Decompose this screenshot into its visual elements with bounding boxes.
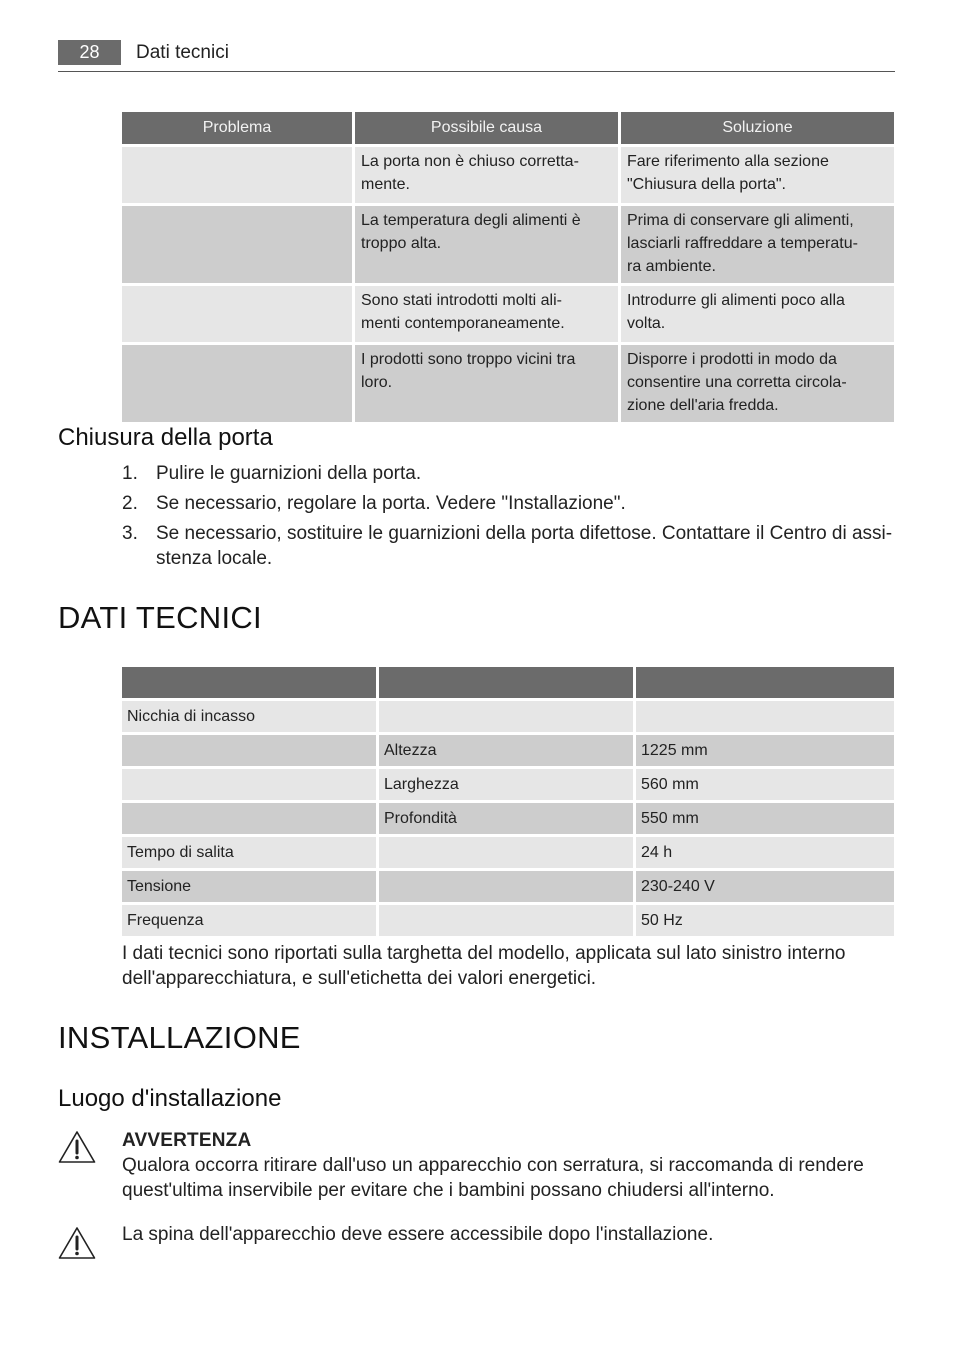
table-cell: Tensione	[122, 871, 376, 902]
step-text: Se necessario, regolare la porta. Vedere "Installazione".	[156, 493, 626, 514]
warning-text: Qualora occorra ritirare dall'uso un apparecchio con serratura, si raccomanda di rendere quest'ultima inservibile per evitare che i bambini possano chiudersi all'interno.	[122, 1155, 864, 1201]
table-row	[122, 905, 894, 936]
step-number: 3.	[122, 523, 138, 544]
cause-cell: La temperatura degli alimenti è troppo alta.	[355, 206, 618, 283]
table-row	[122, 701, 894, 732]
step-text: Se necessario, sostituire le guarnizioni della porta difettose. Contattare il Centro di assi- stenza locale.	[156, 523, 893, 569]
warning-icon	[58, 1130, 96, 1164]
troubleshooting-table	[119, 109, 897, 425]
table-cell: 550 mm	[636, 803, 894, 834]
table-header-row	[122, 112, 894, 144]
table-row	[122, 286, 894, 342]
table-cell	[379, 905, 633, 936]
table-row	[122, 837, 894, 868]
problem-cell	[122, 286, 352, 342]
cause-cell: I prodotti sono troppo vicini tra loro.	[355, 345, 618, 422]
table-row	[122, 345, 894, 422]
table-row	[122, 147, 894, 203]
column-header-solution: Soluzione	[621, 112, 894, 144]
table-header-row	[122, 667, 894, 698]
table-cell: 560 mm	[636, 769, 894, 800]
column-header-problem: Problema	[122, 112, 352, 144]
warning-title: AVVERTENZA	[122, 1130, 252, 1151]
tech-data-table	[119, 664, 897, 939]
table-cell: Tempo di salita	[122, 837, 376, 868]
section-title-door: Chiusura della porta	[58, 424, 273, 451]
header-title: Dati tecnici	[136, 42, 229, 63]
solution-cell: Fare riferimento alla sezione "Chiusura della porta".	[621, 147, 894, 203]
warning-block	[122, 1128, 895, 1203]
column-header	[636, 667, 894, 698]
solution-cell: Disporre i prodotti in modo da consentire una corretta circola- zione dell'aria fredda.	[621, 345, 894, 422]
table-cell	[379, 837, 633, 868]
table-cell: Larghezza	[379, 769, 633, 800]
table-cell	[122, 769, 376, 800]
table-cell: Nicchia di incasso	[122, 701, 376, 732]
table-cell: 24 h	[636, 837, 894, 868]
table-cell: 230-240 V	[636, 871, 894, 902]
list-item	[58, 521, 895, 571]
cause-cell: La porta non è chiuso corretta- mente.	[355, 147, 618, 203]
table-cell	[122, 735, 376, 766]
solution-cell: Prima di conservare gli alimenti, lasciarli raffreddare a temperatu- ra ambiente.	[621, 206, 894, 283]
section-subtitle-location: Luogo d'installazione	[58, 1085, 282, 1112]
column-header	[379, 667, 633, 698]
table-row	[122, 206, 894, 283]
table-row	[122, 871, 894, 902]
section-title-install: INSTALLAZIONE	[58, 1020, 301, 1055]
solution-cell: Introdurre gli alimenti poco alla volta.	[621, 286, 894, 342]
step-number: 1.	[122, 463, 138, 484]
door-steps-list	[58, 461, 895, 576]
table-cell	[636, 701, 894, 732]
problem-cell	[122, 206, 352, 283]
cause-cell: Sono stati introdotti molti ali- menti contemporaneamente.	[355, 286, 618, 342]
table-cell: 1225 mm	[636, 735, 894, 766]
step-text: Pulire le guarnizioni della porta.	[156, 463, 422, 484]
table-row	[122, 735, 894, 766]
tech-note: I dati tecnici sono riportati sulla targhetta del modello, applicata sul lato sinistro interno dell'apparecchiatura, e sull'etichetta dei valori energetici.	[122, 943, 846, 989]
column-header-cause: Possibile causa	[355, 112, 618, 144]
step-number: 2.	[122, 493, 138, 514]
problem-cell	[122, 345, 352, 422]
table-cell: Profondità	[379, 803, 633, 834]
page-number: 28	[58, 40, 121, 65]
section-title-tech: DATI TECNICI	[58, 600, 262, 635]
table-cell: Frequenza	[122, 905, 376, 936]
problem-cell	[122, 147, 352, 203]
warning-icon	[58, 1226, 96, 1260]
table-row	[122, 769, 894, 800]
table-cell	[379, 701, 633, 732]
table-row	[122, 803, 894, 834]
column-header	[122, 667, 376, 698]
table-cell	[122, 803, 376, 834]
list-item	[58, 461, 895, 486]
list-item	[58, 491, 895, 516]
table-cell: 50 Hz	[636, 905, 894, 936]
install-note: La spina dell'apparecchio deve essere accessibile dopo l'installazione.	[122, 1224, 714, 1245]
table-cell: Altezza	[379, 735, 633, 766]
table-cell	[379, 871, 633, 902]
page-header	[58, 40, 895, 72]
